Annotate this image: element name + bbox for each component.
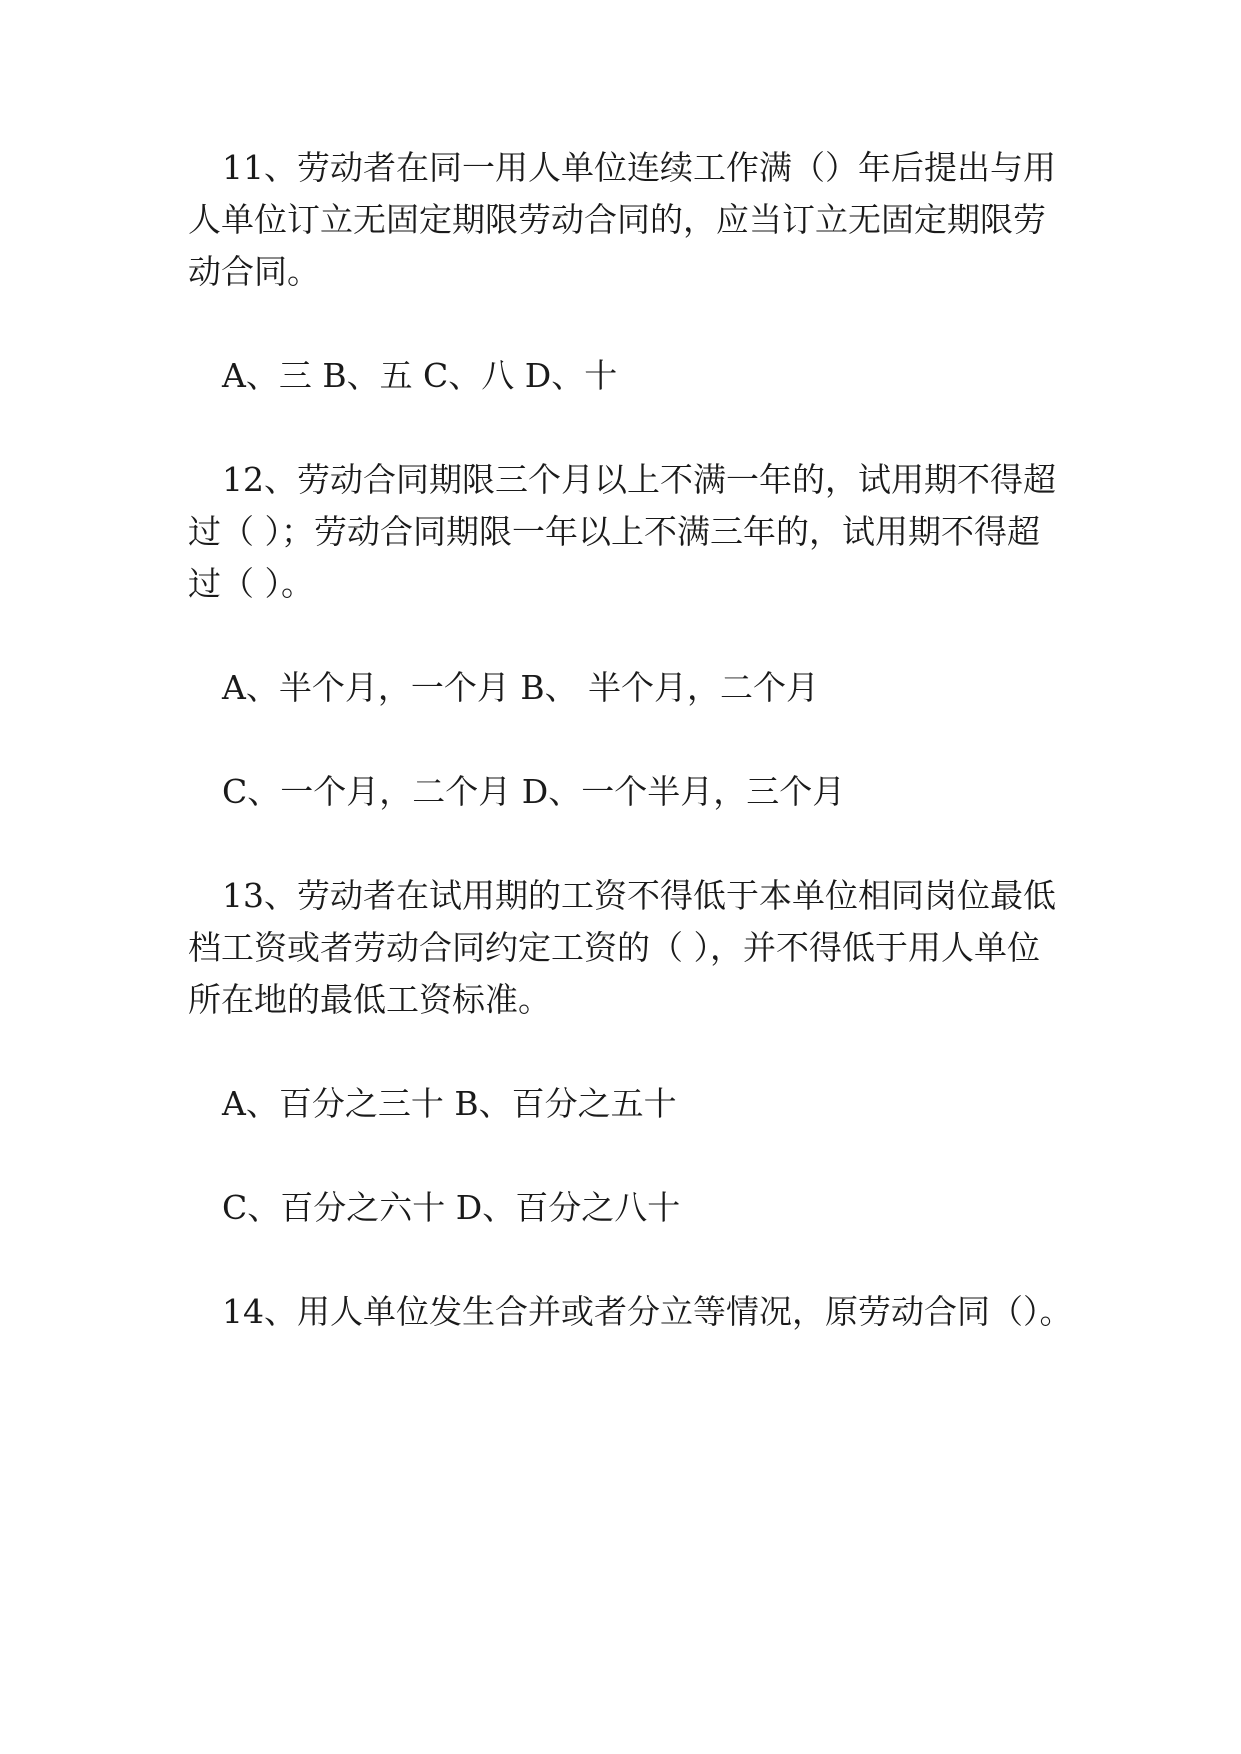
- question-11-stem-line-2: 人单位订立无固定期限劳动合同的，应当订立无固定期限劳: [188, 200, 1046, 239]
- question-12-stem-line-2: 过（ ）；劳动合同期限一年以上不满三年的，试用期不得超: [188, 512, 1040, 551]
- question-11-stem-line-3: 动合同。: [188, 252, 320, 291]
- question-13-options-line-2: C、百分之六十 D、百分之八十: [222, 1188, 681, 1227]
- question-13-stem-line-1: 13、劳动者在试用期的工资不得低于本单位相同岗位最低: [222, 876, 1056, 915]
- question-14-stem-line-1: 14、用人单位发生合并或者分立等情况，原劳动合同（）。: [222, 1292, 1073, 1331]
- question-12-stem-line-3: 过（ ）。: [188, 564, 314, 603]
- question-12-stem-line-1: 12、劳动合同期限三个月以上不满一年的，试用期不得超: [222, 460, 1056, 499]
- question-13-options-line-1: A、百分之三十 B、百分之五十: [222, 1084, 677, 1123]
- question-13-stem-line-3: 所在地的最低工资标准。: [188, 980, 551, 1019]
- question-12-options-line-2: C、一个月，二个月 D、一个半月，三个月: [222, 772, 846, 811]
- question-12-options-line-1: A、半个月，一个月 B、 半个月，二个月: [222, 668, 820, 707]
- question-11-stem-line-1: 11、劳动者在同一用人单位连续工作满（）年后提出与用: [222, 148, 1056, 187]
- question-13-stem-line-2: 档工资或者劳动合同约定工资的（ ），并不得低于用人单位: [188, 928, 1040, 967]
- question-11-options: A、三 B、五 C、八 D、十: [222, 356, 618, 395]
